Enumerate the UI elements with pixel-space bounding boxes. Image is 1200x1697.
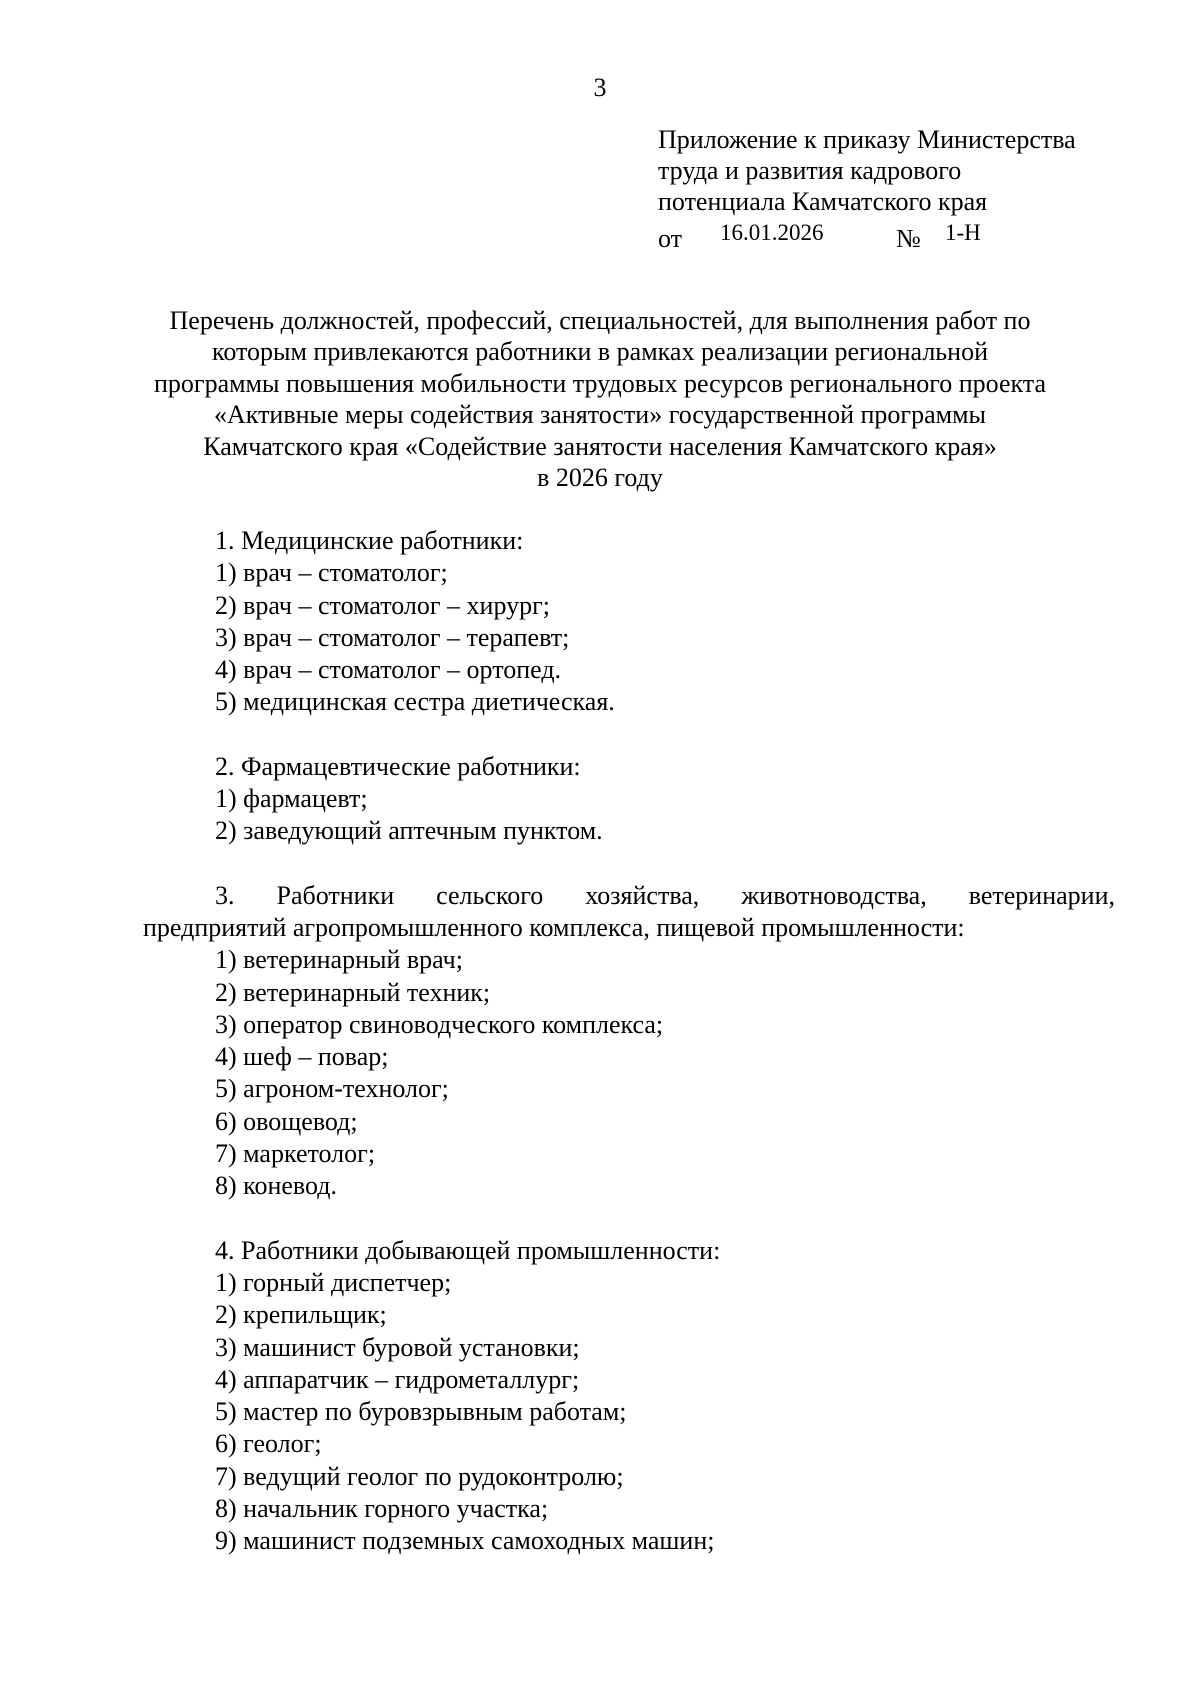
list-item: 7) маркетолог;	[215, 1139, 376, 1169]
section-heading-continuation: предприятий агропромышленного комплекса, пищевой промышленности:	[143, 912, 965, 942]
list-item: 6) овощевод;	[215, 1106, 358, 1136]
section-agriculture	[143, 880, 1115, 1203]
list-item: 3) машинист буровой установки;	[215, 1332, 580, 1362]
list-item: 1) горный диспетчер;	[215, 1267, 452, 1297]
title-line: в 2026 году	[537, 463, 663, 493]
list-item: 2) ветеринарный техник;	[215, 977, 491, 1007]
list-item: 4) аппаратчик – гидрометаллург;	[215, 1364, 580, 1394]
appendix-line: труда и развития кадрового	[658, 156, 962, 185]
list-item: 1) фармацевт;	[215, 784, 368, 814]
list-item: 4) врач – стоматолог – ортопед.	[215, 655, 562, 685]
order-number: 1-Н	[945, 220, 981, 245]
list-item: 8) коневод.	[215, 1171, 338, 1201]
list-item: 3) оператор свиноводческого комплекса;	[215, 1009, 664, 1039]
list-item: 1) врач – стоматолог;	[215, 558, 448, 588]
title-line: Перечень должностей, профессий, специальностей, для выполнения работ по	[169, 306, 1031, 335]
section-heading: 4. Работники добывающей промышленности:	[215, 1235, 721, 1265]
list-item: 3) врач – стоматолог – терапевт;	[215, 622, 570, 652]
list-item: 9) машинист подземных самоходных машин;	[215, 1526, 715, 1556]
heading-word: ветеринарии,	[968, 880, 1115, 910]
order-date: 16.01.2026	[720, 220, 824, 245]
from-label: от	[658, 224, 683, 253]
list-item: 7) ведущий геолог по рудоконтролю;	[215, 1461, 624, 1491]
appendix-line: Приложение к приказу Министерства	[658, 125, 1076, 154]
appendix-line: потенциала Камчатского края	[658, 187, 988, 216]
section-heading	[143, 880, 1115, 912]
page-number: 3	[593, 73, 607, 102]
section-pharmaceutical	[143, 751, 1115, 848]
list-item: 6) геолог;	[215, 1429, 322, 1459]
title-line: которым привлекаются работники в рамках реализации региональной	[212, 337, 988, 367]
list-item: 2) врач – стоматолог – хирург;	[215, 590, 550, 620]
list-item: 2) крепильщик;	[215, 1300, 387, 1330]
section-mining	[143, 1235, 1115, 1558]
section-heading: 2. Фармацевтические работники:	[215, 751, 581, 781]
heading-word: 3.	[215, 880, 235, 910]
list-item: 4) шеф – повар;	[215, 1042, 389, 1072]
title-line: «Активные меры содействия занятости» государственной программы	[214, 400, 986, 430]
heading-word: животноводства,	[741, 880, 927, 910]
title-line: Камчатского края «Содействие занятости населения Камчатского края»	[203, 431, 997, 461]
section-medical	[143, 525, 1115, 719]
appendix-header	[658, 124, 1158, 251]
order-date-number-row	[658, 217, 1158, 251]
number-label: №	[896, 224, 921, 253]
list-item: 8) начальник горного участка;	[215, 1494, 549, 1524]
list-item: 2) заведующий аптечным пунктом.	[215, 816, 603, 846]
section-heading: 1. Медицинские работники:	[215, 526, 524, 555]
document-body	[143, 525, 1115, 1590]
heading-word: хозяйства,	[585, 880, 700, 910]
list-item: 5) агроном-технолог;	[215, 1074, 449, 1104]
title-line: программы повышения мобильности трудовых ресурсов регионального проекта	[153, 368, 1047, 398]
document-title	[120, 305, 1080, 493]
list-item: 5) медицинская сестра диетическая.	[215, 687, 615, 717]
list-item: 5) мастер по буровзрывным работам;	[215, 1397, 627, 1427]
heading-word: Работники	[276, 880, 395, 910]
heading-word: сельского	[436, 880, 544, 910]
list-item: 1) ветеринарный врач;	[215, 945, 463, 975]
